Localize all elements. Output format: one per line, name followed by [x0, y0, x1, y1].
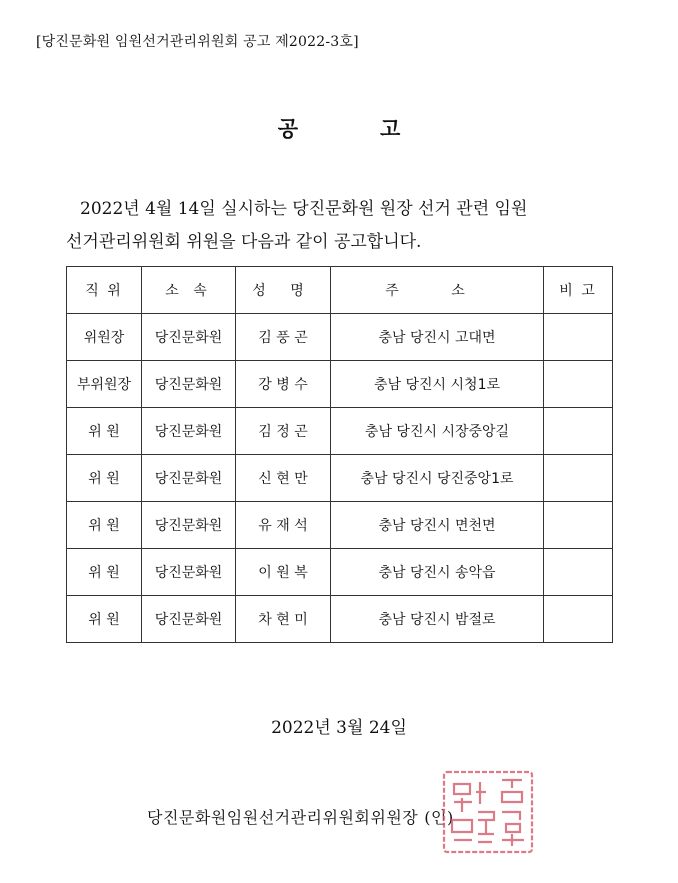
cell-position: 부위원장: [67, 361, 142, 408]
cell-position: 위 원: [67, 455, 142, 502]
table-row: [67, 502, 613, 549]
official-seal-stamp: [440, 768, 536, 856]
table-row: [67, 314, 613, 361]
table-row: [67, 408, 613, 455]
cell-name: 강 병 수: [236, 361, 331, 408]
cell-affiliation: 당진문화원: [142, 549, 236, 596]
signatory-title: 당진문화원임원선거관리위원회위원장: [147, 808, 419, 827]
cell-note: [544, 408, 613, 455]
table-row: [67, 596, 613, 643]
cell-position: 위 원: [67, 408, 142, 455]
committee-members-table: [66, 266, 613, 643]
title-right-char: 고: [380, 116, 401, 141]
cell-affiliation: 당진문화원: [142, 502, 236, 549]
announcement-date: 2022년 3월 24일: [271, 718, 407, 738]
cell-note: [544, 549, 613, 596]
seal-mark: (인): [424, 808, 454, 827]
cell-affiliation: 당진문화원: [142, 408, 236, 455]
table-row: [67, 549, 613, 596]
cell-position: 위 원: [67, 549, 142, 596]
header-address: 주 소: [331, 267, 544, 314]
cell-address: 충남 당진시 밤절로: [331, 596, 544, 643]
cell-address: 충남 당진시 면천면: [331, 502, 544, 549]
cell-affiliation: 당진문화원: [142, 455, 236, 502]
cell-address: 충남 당진시 고대면: [331, 314, 544, 361]
signature-line: [147, 805, 454, 828]
cell-address: 충남 당진시 당진중앙1로: [331, 455, 544, 502]
intro-paragraph: [66, 193, 626, 259]
title-left-char: 공: [277, 116, 298, 141]
cell-name: 김 정 곤: [236, 408, 331, 455]
cell-address: 충남 당진시 시장중앙길: [331, 408, 544, 455]
table-row: [67, 361, 613, 408]
cell-name: 김 풍 곤: [236, 314, 331, 361]
cell-name: 차 현 미: [236, 596, 331, 643]
cell-note: [544, 502, 613, 549]
header-name: 성 명: [236, 267, 331, 314]
header-position: 직 위: [67, 267, 142, 314]
cell-position: 위 원: [67, 596, 142, 643]
notice-number-header: [당진문화원 임원선거관리위원회 공고 제2022-3호]: [36, 34, 359, 50]
cell-address: 충남 당진시 시청1로: [331, 361, 544, 408]
cell-name: 신 현 만: [236, 455, 331, 502]
table-row: [67, 455, 613, 502]
cell-affiliation: 당진문화원: [142, 596, 236, 643]
cell-address: 충남 당진시 송악읍: [331, 549, 544, 596]
header-note: 비 고: [544, 267, 613, 314]
cell-affiliation: 당진문화원: [142, 361, 236, 408]
page-title: [0, 113, 678, 143]
cell-affiliation: 당진문화원: [142, 314, 236, 361]
cell-name: 이 원 복: [236, 549, 331, 596]
header-affiliation: 소 속: [142, 267, 236, 314]
cell-note: [544, 361, 613, 408]
cell-note: [544, 455, 613, 502]
cell-name: 유 재 석: [236, 502, 331, 549]
intro-line-1: 2022년 4월 14일 실시하는 당진문화원 원장 선거 관련 임원: [80, 199, 528, 219]
cell-note: [544, 314, 613, 361]
cell-position: 위 원: [67, 502, 142, 549]
intro-line-2: 선거관리위원회 위원을 다음과 같이 공고합니다.: [66, 232, 422, 252]
table-header-row: [67, 267, 613, 314]
cell-note: [544, 596, 613, 643]
cell-position: 위원장: [67, 314, 142, 361]
